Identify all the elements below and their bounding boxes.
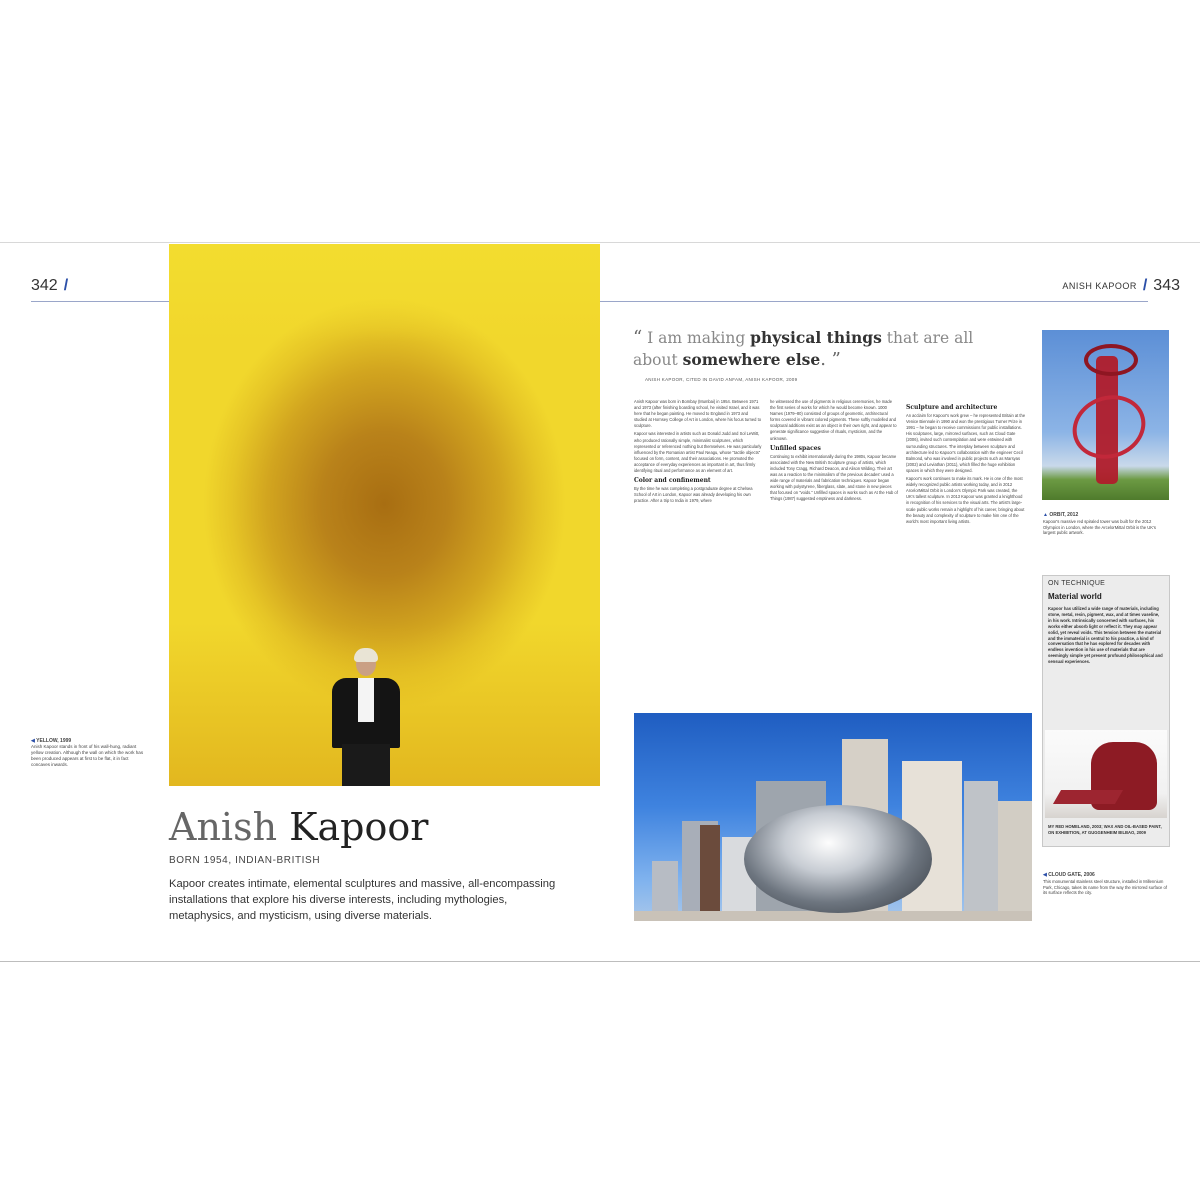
page-number-left: 342: [31, 277, 58, 294]
sidebar-body: Kapoor has utilized a wide range of materials, including stone, metal, resin, pigment, wax, and at times vaseline, in his work. Intrinsically concerned with surfaces, his works either absorb light or reflect it. They may appear solid, yet reveal voids. This tension between the material and the immaterial is central to his practice, a kind of conversation that he has explored for decades with endless invention in his use of materials that are seemingly simple yet present profound philosophical and sensual experiences.: [1048, 606, 1163, 665]
orbit-caption-text: Kapoor's massive red spiraled tower was built for the 2012 Olympics in London, where the ArcelorMittal Orbit is the UK's largest public artwork.: [1043, 518, 1156, 536]
chapter-name: ANISH KAPOOR: [1062, 280, 1137, 291]
sidebar-label: ON TECHNIQUE: [1048, 580, 1106, 587]
quote-end: . ”: [820, 349, 841, 370]
orbit-caption-title: ORBIT, 2012: [1049, 512, 1079, 518]
technique-sidebar: [1042, 575, 1170, 847]
quote-bold-2: somewhere else: [682, 350, 821, 369]
col1-paragraph-3: By the time he was completing a postgraduate degree at Chelsea School of Art in London, Kapoor was already developing his own practice. After a trip to India in 1979, where: [634, 486, 753, 504]
intro-paragraph: Kapoor creates intimate, elemental sculptures and massive, all-encompassing installations that explore his diverse interests, including mythologies, metaphysics, and mysticism, using diverse materials.: [169, 878, 556, 922]
title-first-name: Anish: [169, 805, 278, 849]
hero-caption-title: YELLOW, 1999: [36, 738, 72, 744]
figure-hair: [354, 648, 378, 662]
red-sculpture-photo: [1045, 730, 1167, 818]
cloud-gate-sculpture: [744, 805, 932, 913]
cloud-gate-caption: [1043, 873, 1169, 896]
cloud-gate-photo: [634, 713, 1032, 921]
col1-paragraph-2: Kapoor was interested in artists such as Donald Judd and Sol LeWitt, who produced rationally simple, minimalist sculptures, which represented or referenced nothing but themselves. He was particularly influenced by the Romanian artist Paul Neagu, whose "tactile objects" focused on form, content, and their associations. He promoted the acceptance of everyday experiences as important in art, thus firmly identifying ritual and performance as an element of art.: [634, 431, 762, 474]
hero-caption-text: Anish Kapoor stands in front of his wall-hung, radiant yellow creation. Although the wall on which the work has been produced appears at first to be flat, it in fact concaves inwards.: [31, 744, 144, 767]
pull-quote: [633, 327, 1003, 371]
heading-unfilled-spaces: Unfilled spaces: [770, 444, 821, 452]
artist-subhead: BORN 1954, INDIAN-BRITISH: [169, 855, 321, 866]
page-number-right: 343: [1153, 277, 1180, 294]
orbit-caption: [1043, 513, 1169, 536]
figure-legs: [342, 744, 390, 786]
header-rule-right: [600, 301, 1148, 302]
quote-source: ANISH KAPOOR, CITED IN DAVID ANFAM, ANISH KAPOOR, 2009: [645, 377, 798, 382]
folio-right: [1062, 277, 1180, 295]
caption-arrow-icon: ◀: [1043, 872, 1047, 878]
orbit-top-ring: [1084, 344, 1138, 376]
quote-open-mark: “: [633, 327, 643, 348]
orbit-tower-photo: [1042, 330, 1169, 500]
cloud-gate-caption-text: This monumental stainless steel structure, installed in Millennium Park, Chicago, takes its name from the way the mirrored surface of its surface reflects the city.: [1043, 878, 1168, 896]
col3-paragraph-1: An acclaim for Kapoor's work grew – he represented Britain at the Venice Biennale in 1990 and won the prestigious Turner Prize in 1991 – he began to receive commissions for public installations. His sculptures, large, mirrored surfaces, such as Cloud Gate (2006), invited such contemplation and were entwined with surrounding structures. The interplay between sculpture and architecture led to Kapoor's collaboration with the engineer Cecil Balmond, who was involved in public projects such as Marsyas (2002) and Leviathan (2011), which filled the huge exhibition spaces in which they were designed.: [906, 413, 1026, 473]
quote-mid: that are all about: [633, 329, 974, 369]
col3-paragraph-2: Kapoor's work continues to make its mark. He is one of the most widely recognized public artists working today, and in 2012 ArcelorMittal Orbit in London's Olympic Park was created, the UK's tallest sculpture. In 2013 Kapoor was granted a knighthood in recognition of his services to the visual arts. The artist's large-scale public works remain a highlight of his career, bringing about the beauty and complexity of sculpture to make him one of the world's most important living artists.: [906, 476, 1025, 524]
body-column-1: [634, 399, 762, 507]
orbit-loop-ring: [1064, 385, 1155, 469]
body-column-2: [770, 399, 898, 505]
building: [998, 801, 1032, 921]
book-spread: [0, 242, 1200, 962]
col2-paragraph-2: Continuing to exhibit internationally during the 1980s, Kapoor became associated with the New British Sculpture group of artists, which included Tony Cragg, Richard Deacon, and Alison Wilding. Their art was as a reaction to the minimalism of the previous decades' used a wide range of materials and fabrication techniques. Kapoor began working with polystyrene, fiberglass, slate, and stone in new pieces that focused on "voids." Unfilled spaces in works such as At the Hub of Things (1987) suggested emptiness and darkness.: [770, 453, 898, 502]
quote-bold-1: physical things: [750, 328, 882, 347]
red-sculpture-base: [1053, 790, 1123, 804]
cloud-gate-caption-title: CLOUD GATE, 2006: [1048, 872, 1095, 878]
page-title: [169, 805, 428, 849]
caption-arrow-icon: ◀: [31, 738, 35, 744]
title-last-name: Kapoor: [289, 805, 429, 849]
heading-sculpture-architecture: Sculpture and architecture: [906, 404, 998, 411]
folio-slash: /: [63, 277, 69, 294]
yellow-artwork-photo: [169, 244, 600, 786]
sidebar-title: Material world: [1048, 592, 1102, 601]
quote-start: I am making: [642, 329, 751, 347]
figure-shirt: [358, 678, 374, 722]
heading-color-confinement: Color and confinement: [634, 477, 711, 485]
hero-caption: [31, 738, 147, 768]
building: [700, 825, 720, 921]
col2-paragraph-1: he witnessed the use of pigments in religious ceremonies, he made the first series of works for which he would become known. 1000 Names (1979–80) consisted of groups of geometric, architectural forms covered in vibrant colored pigments. These softly modelled and sculptural additions exist as an object in their own right, and appear to generate significance suggestive of rituals, mysticism, and the unknown.: [770, 399, 897, 441]
building: [964, 781, 998, 921]
body-column-3: [906, 401, 1026, 527]
header-rule-left: [31, 301, 169, 302]
sidebar-photo-caption: MY RED HOMELAND, 2003; WAX AND OIL-BASED PAINT, ON EXHIBITION, AT GUGGENHEIM BILBAO, 2009: [1048, 824, 1162, 835]
folio-left: [31, 277, 74, 295]
folio-slash-right: /: [1142, 277, 1148, 294]
col1-paragraph-1: Anish Kapoor was born in Bombay (Mumbai) in 1954. Between 1971 and 1973 (after finishing boarding school, he visited Israel, and it was here that he began painting. He moved to England in 1973 and studied at Hornsey College of Art in London, where his focus turned to sculpture.: [634, 399, 761, 429]
artist-figure: [330, 652, 402, 786]
caption-arrow-icon: ▲: [1043, 512, 1048, 518]
